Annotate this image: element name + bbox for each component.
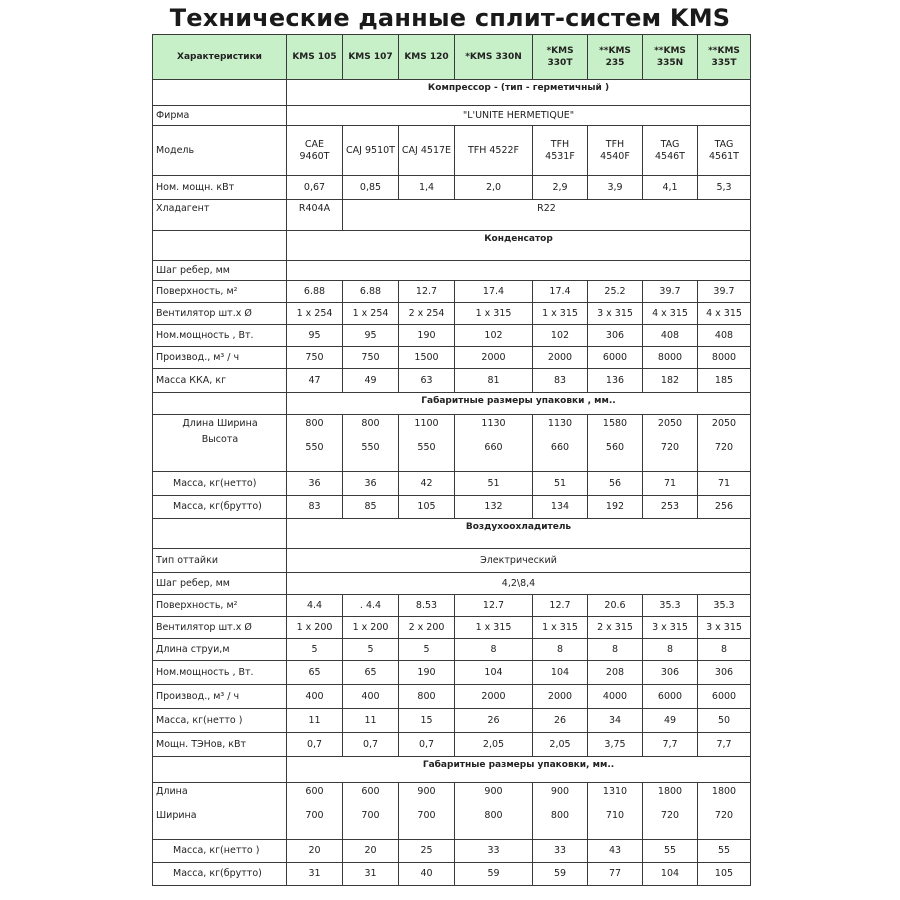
cell: 6.88 (287, 281, 343, 303)
cell: 12.7 (455, 595, 533, 617)
section-title: Воздухоохладитель (287, 519, 751, 549)
page-title: Технические данные сплит-систем KMS (169, 4, 731, 32)
cell: 2,0 (455, 176, 533, 200)
cell: 51 (533, 472, 588, 496)
cell: 2000 (533, 685, 588, 709)
cell: 105 (399, 496, 455, 519)
cell: 750 (343, 347, 399, 369)
cell: 8 (533, 639, 588, 661)
cell: 26 (533, 709, 588, 733)
cell: 26 (455, 709, 533, 733)
cell: 77 (588, 863, 643, 886)
row-label: Производ., м³ / ч (153, 685, 287, 709)
cell: 11 (343, 709, 399, 733)
cell: 85 (343, 496, 399, 519)
table-row (153, 281, 751, 303)
cell: 95 (343, 325, 399, 347)
cell: 2,05 (455, 733, 533, 757)
table-row (153, 595, 751, 617)
table-row (153, 325, 751, 347)
cell: 182 (643, 369, 698, 393)
cell: 8 (588, 639, 643, 661)
cell: 1100 550 (399, 415, 455, 472)
row-label: Длина струи,м (153, 639, 287, 661)
section-pack1-row (153, 393, 751, 415)
cell: CAE 9460T (287, 126, 343, 176)
cell: 35.3 (698, 595, 751, 617)
section-title: Габаритные размеры упаковки , мм.. (287, 393, 751, 415)
section-condenser-row (153, 231, 751, 261)
cell: 6000 (698, 685, 751, 709)
cell: 1500 (399, 347, 455, 369)
row-label: Вентилятор шт.х Ø (153, 617, 287, 639)
cell: 1 x 315 (533, 617, 588, 639)
cell: 1800 720 (643, 783, 698, 840)
cell: 2 x 315 (588, 617, 643, 639)
cell: 400 (287, 685, 343, 709)
cell: 105 (698, 863, 751, 886)
cell: 4 x 315 (698, 303, 751, 325)
cell: 3 x 315 (698, 617, 751, 639)
cell: 8 (698, 639, 751, 661)
cell: CAJ 4517E (399, 126, 455, 176)
cell: 306 (643, 661, 698, 685)
cell: 2050 720 (698, 415, 751, 472)
cell: 800 550 (343, 415, 399, 472)
dims-label-1: Длина Ширина (182, 418, 258, 429)
cell: 104 (533, 661, 588, 685)
table-row (153, 840, 751, 863)
cell: 6.88 (343, 281, 399, 303)
cell: 43 (588, 840, 643, 863)
cell: 36 (343, 472, 399, 496)
table-row (153, 369, 751, 393)
cell: 408 (698, 325, 751, 347)
cell: 59 (455, 863, 533, 886)
cell: 3,75 (588, 733, 643, 757)
table-row (153, 126, 751, 176)
cell: 20 (287, 840, 343, 863)
cell: 39.7 (643, 281, 698, 303)
cell: 104 (643, 863, 698, 886)
cell: 192 (588, 496, 643, 519)
cell: 2,05 (533, 733, 588, 757)
cell: 20 (343, 840, 399, 863)
table-row (153, 685, 751, 709)
section-pack2-row (153, 757, 751, 783)
header-model: *KMS 330T (533, 35, 588, 80)
section-title: Компрессор - (тип - герметичный ) (287, 80, 751, 106)
empty-cell (287, 261, 751, 281)
header-row (153, 35, 751, 80)
cell: 750 (287, 347, 343, 369)
cell: 12.7 (399, 281, 455, 303)
cell: 102 (533, 325, 588, 347)
cell: 400 (343, 685, 399, 709)
cell: 2000 (455, 347, 533, 369)
cell: 7,7 (643, 733, 698, 757)
cell: 2000 (455, 685, 533, 709)
table-row (153, 783, 751, 840)
cell: 104 (455, 661, 533, 685)
cell: 1 x 254 (343, 303, 399, 325)
cell: R404A (287, 200, 343, 231)
row-label: Производ., м³ / ч (153, 347, 287, 369)
cell: 2000 (533, 347, 588, 369)
table-row (153, 472, 751, 496)
cell: 47 (287, 369, 343, 393)
cell: 0,67 (287, 176, 343, 200)
cell: 83 (533, 369, 588, 393)
row-label: Поверхность, м² (153, 281, 287, 303)
table-row (153, 661, 751, 685)
row-label: Масса, кг(нетто) (153, 472, 287, 496)
row-label: Ном. мощн. кВт (153, 176, 287, 200)
cell: 33 (533, 840, 588, 863)
empty-cell (153, 231, 287, 261)
cell: 34 (588, 709, 643, 733)
cell: 1 x 200 (343, 617, 399, 639)
row-label (153, 783, 287, 840)
row-label: Хладагент (153, 200, 287, 231)
header-model: KMS 105 (287, 35, 343, 80)
cell: 306 (588, 325, 643, 347)
cell: 17.4 (533, 281, 588, 303)
cell: 71 (698, 472, 751, 496)
specs-table (152, 34, 751, 886)
cell: 95 (287, 325, 343, 347)
cell: 3 x 315 (643, 617, 698, 639)
table-row (153, 573, 751, 595)
cell: 1 x 254 (287, 303, 343, 325)
cell: 900 800 (455, 783, 533, 840)
cell: 2 x 254 (399, 303, 455, 325)
cell: 4,1 (643, 176, 698, 200)
row-label: Вентилятор шт.х Ø (153, 303, 287, 325)
cell: 31 (287, 863, 343, 886)
cell: 134 (533, 496, 588, 519)
cell: 5 (343, 639, 399, 661)
cell: 800 (399, 685, 455, 709)
row-label: Масса ККА, кг (153, 369, 287, 393)
table-row (153, 617, 751, 639)
empty-cell (153, 519, 287, 549)
cell: 50 (698, 709, 751, 733)
cell: 25 (399, 840, 455, 863)
row-label: Шаг ребер, мм (153, 261, 287, 281)
cell: 900 800 (533, 783, 588, 840)
length-label: Длина (156, 786, 188, 797)
cell: TFH 4540F (588, 126, 643, 176)
cell: 6000 (588, 347, 643, 369)
cell: 0,85 (343, 176, 399, 200)
section-aircooler-row (153, 519, 751, 549)
cell: 1130 660 (533, 415, 588, 472)
cell: 0,7 (399, 733, 455, 757)
table-row (153, 415, 751, 472)
cell: 185 (698, 369, 751, 393)
cell: 5,3 (698, 176, 751, 200)
cell: 800 550 (287, 415, 343, 472)
header-model: *KMS 330N (455, 35, 533, 80)
cell: CAJ 9510T (343, 126, 399, 176)
dims-label-2: Высота (201, 434, 239, 445)
cell: R22 (343, 200, 751, 231)
row-label: Тип оттайки (153, 549, 287, 573)
cell: 42 (399, 472, 455, 496)
cell: 8 (455, 639, 533, 661)
cell: 1 x 315 (533, 303, 588, 325)
cell: 0,7 (287, 733, 343, 757)
cell: 81 (455, 369, 533, 393)
cell: 600 700 (287, 783, 343, 840)
header-model: KMS 120 (399, 35, 455, 80)
row-label: Фирма (153, 106, 287, 126)
cell: 31 (343, 863, 399, 886)
cell: 8000 (698, 347, 751, 369)
cell: 3 x 315 (588, 303, 643, 325)
cell: 49 (343, 369, 399, 393)
cell: 900 700 (399, 783, 455, 840)
header-characteristic: Характеристики (153, 35, 287, 80)
cell: 132 (455, 496, 533, 519)
defrost-value: Электрический (287, 549, 751, 573)
row-label: Масса, кг(брутто) (153, 496, 287, 519)
firm-value: "L'UNITE HERMETIQUE" (287, 106, 751, 126)
cell: 1800 720 (698, 783, 751, 840)
cell: 408 (643, 325, 698, 347)
cell: 15 (399, 709, 455, 733)
cell: TAG 4546T (643, 126, 698, 176)
cell: 256 (698, 496, 751, 519)
cell: 4 x 315 (643, 303, 698, 325)
cell: 12.7 (533, 595, 588, 617)
table-row (153, 709, 751, 733)
cell: 1 x 200 (287, 617, 343, 639)
header-model: **KMS 235 (588, 35, 643, 80)
table-row (153, 261, 751, 281)
cell: 208 (588, 661, 643, 685)
cell: 51 (455, 472, 533, 496)
table-row (153, 733, 751, 757)
cell: TAG 4561T (698, 126, 751, 176)
cell: 4000 (588, 685, 643, 709)
cell: 25.2 (588, 281, 643, 303)
cell: 8.53 (399, 595, 455, 617)
cell: 306 (698, 661, 751, 685)
cell: 0,7 (343, 733, 399, 757)
cell: 65 (287, 661, 343, 685)
cell: TFH 4522F (455, 126, 533, 176)
cell: 56 (588, 472, 643, 496)
cell: 5 (399, 639, 455, 661)
cell: 4.4 (287, 595, 343, 617)
cell: 1 x 315 (455, 303, 533, 325)
cell: 6000 (643, 685, 698, 709)
row-label: Ном.мощность , Вт. (153, 325, 287, 347)
cell: 1,4 (399, 176, 455, 200)
cell: 33 (455, 840, 533, 863)
cell: 190 (399, 661, 455, 685)
cell: 36 (287, 472, 343, 496)
cell: 600 700 (343, 783, 399, 840)
cell: 71 (643, 472, 698, 496)
table-row (153, 347, 751, 369)
table-row (153, 106, 751, 126)
cell: 190 (399, 325, 455, 347)
empty-cell (153, 80, 287, 106)
section-title: Конденсатор (287, 231, 751, 261)
cell: 8 (643, 639, 698, 661)
row-label: Шаг ребер, мм (153, 573, 287, 595)
cell: 35.3 (643, 595, 698, 617)
empty-cell (153, 393, 287, 415)
cell: 17.4 (455, 281, 533, 303)
cell: 7,7 (698, 733, 751, 757)
row-label: Поверхность, м² (153, 595, 287, 617)
cell: 55 (698, 840, 751, 863)
row-label: Модель (153, 126, 287, 176)
cell: 5 (287, 639, 343, 661)
header-model: **KMS 335T (698, 35, 751, 80)
fin-pitch-value: 4,2\8,4 (287, 573, 751, 595)
empty-cell (153, 757, 287, 783)
cell: 1580 560 (588, 415, 643, 472)
cell: 49 (643, 709, 698, 733)
table-row (153, 549, 751, 573)
cell: 2050 720 (643, 415, 698, 472)
cell: 39.7 (698, 281, 751, 303)
table-row (153, 200, 751, 231)
row-label: Ном.мощность , Вт. (153, 661, 287, 685)
cell: 2 x 200 (399, 617, 455, 639)
section-compressor-row (153, 80, 751, 106)
header-model: KMS 107 (343, 35, 399, 80)
cell: 253 (643, 496, 698, 519)
cell: 83 (287, 496, 343, 519)
table-row (153, 496, 751, 519)
cell: 40 (399, 863, 455, 886)
row-label: Масса, кг(брутто) (153, 863, 287, 886)
cell: 1 x 315 (455, 617, 533, 639)
row-label: Мощн. ТЭНов, кВт (153, 733, 287, 757)
cell: 11 (287, 709, 343, 733)
width-label: Ширина (156, 810, 197, 821)
cell: 20.6 (588, 595, 643, 617)
cell: 102 (455, 325, 533, 347)
cell: TFH 4531F (533, 126, 588, 176)
cell: 59 (533, 863, 588, 886)
cell: 1310 710 (588, 783, 643, 840)
cell: 8000 (643, 347, 698, 369)
row-label (153, 415, 287, 472)
table-row (153, 863, 751, 886)
table-row (153, 303, 751, 325)
table-row (153, 639, 751, 661)
row-label: Масса, кг(нетто ) (153, 709, 287, 733)
table-row (153, 176, 751, 200)
cell: 1130 660 (455, 415, 533, 472)
cell: 2,9 (533, 176, 588, 200)
header-model: **KMS 335N (643, 35, 698, 80)
cell: . 4.4 (343, 595, 399, 617)
cell: 65 (343, 661, 399, 685)
cell: 55 (643, 840, 698, 863)
cell: 3,9 (588, 176, 643, 200)
cell: 63 (399, 369, 455, 393)
section-title: Габаритные размеры упаковки, мм.. (287, 757, 751, 783)
cell: 136 (588, 369, 643, 393)
row-label: Масса, кг(нетто ) (153, 840, 287, 863)
